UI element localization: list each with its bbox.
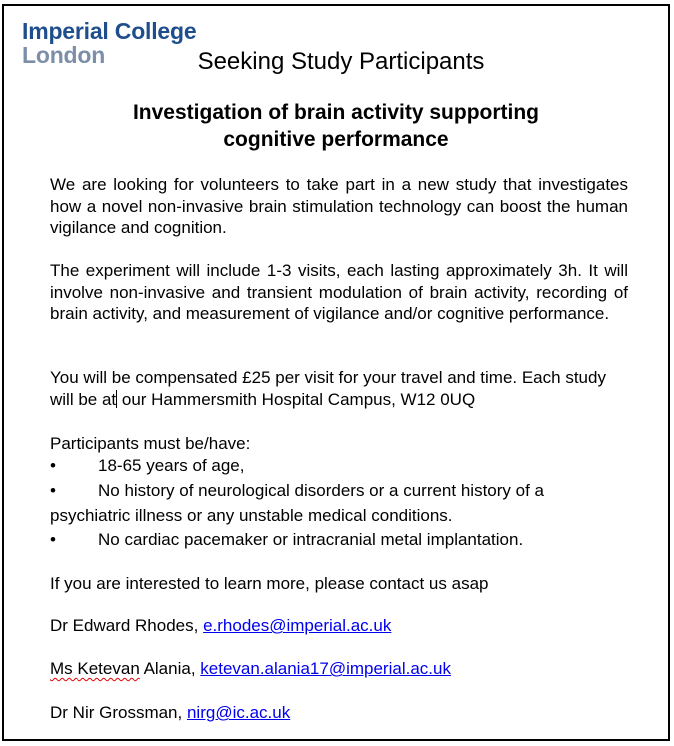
logo-line-1: Imperial College (22, 18, 197, 44)
contact-name: Dr Nir Grossman, (50, 703, 187, 722)
logo-line-2: London (22, 42, 106, 68)
criteria-continuation: psychiatric illness or any unstable medical conditions. (50, 505, 453, 525)
email-link-rhodes[interactable]: e.rhodes@imperial.ac.uk (203, 616, 392, 635)
criteria-text: No cardiac pacemaker or intracranial metal implantation. (98, 530, 524, 549)
email-link-grossman[interactable]: nirg@ic.ac.uk (186, 703, 291, 722)
contact-last-name: Alania, (139, 659, 201, 678)
email-link-alania[interactable]: ketevan.alania17@imperial.ac.uk (200, 659, 451, 678)
contact-title: Ms (50, 659, 78, 678)
criteria-item (50, 529, 628, 551)
bullet: • (50, 455, 56, 475)
contact-alania (50, 659, 451, 679)
criteria-intro: Participants must be/have: (50, 434, 251, 453)
criteria-text: 18-65 years of age, (98, 455, 245, 475)
bullet: • (50, 530, 56, 549)
contact-rhodes (50, 616, 391, 636)
criteria-item (50, 455, 628, 477)
heading-line-1: Investigation of brain activity supporting (132, 101, 540, 124)
experiment-paragraph: The experiment will include 1-3 visits, each lasting approximately 3h. It will involve non-invasive and transient modulation of brain activity, recording of brain activity, and measurement of vigilance and/or cognitive performance. (50, 261, 628, 323)
intro-paragraph: We are looking for volunteers to take part in a new study that investigates how a novel non-invasive brain stimulation technology can boost the human vigilance and cognition. (50, 175, 628, 237)
bullet: • (50, 481, 56, 500)
compensation-paragraph (50, 367, 628, 410)
document-page (2, 4, 670, 741)
criteria-item (50, 480, 628, 502)
interest-paragraph: If you are interested to learn more, please contact us asap (50, 574, 489, 593)
contact-first-name: Ketevan (77, 659, 140, 678)
contact-grossman (50, 703, 290, 723)
heading-line-2: cognitive performance (223, 128, 449, 151)
contact-name: Dr Edward Rhodes, (50, 616, 204, 635)
study-heading (64, 99, 608, 153)
page-title: Seeking Study Participants (197, 48, 485, 75)
compensation-text-b: our Hammersmith Hospital Campus, W12 0UQ (117, 389, 476, 409)
compensation-text-a: You will be compensated £25 per visit for your travel and time. Each study will be at (50, 368, 606, 409)
criteria-text: No history of neurological disorders or a current history of a (98, 481, 544, 500)
criteria-section (50, 433, 628, 551)
